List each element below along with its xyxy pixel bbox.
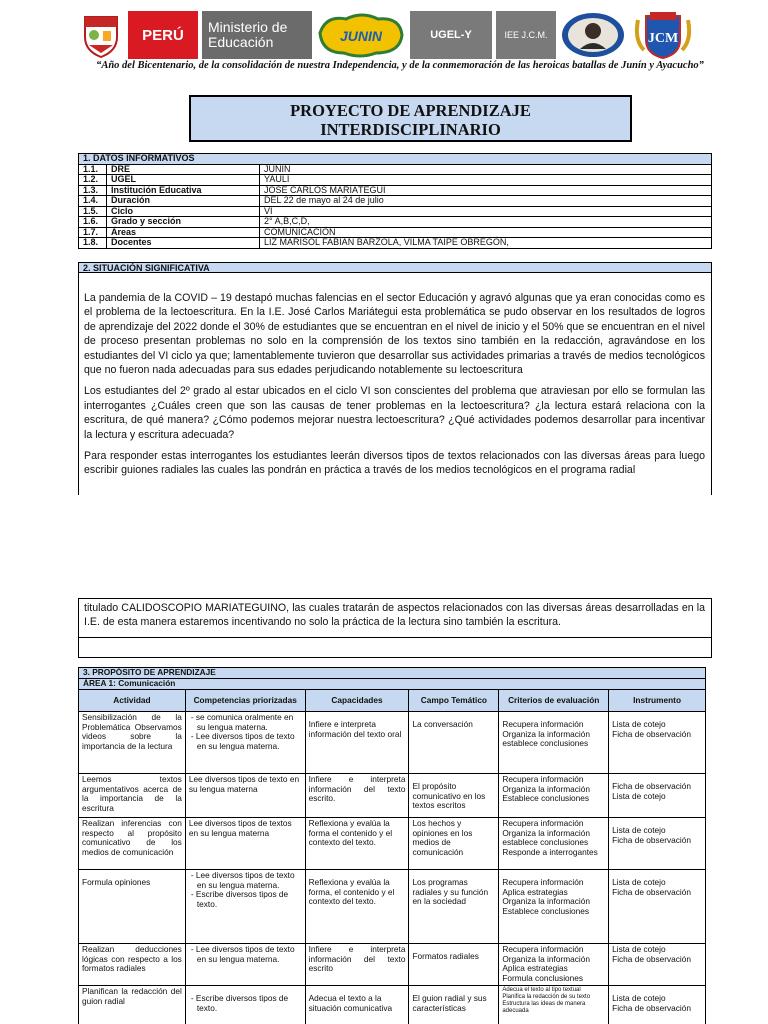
project-title-line2: INTERDISCIPLINARIO	[320, 120, 501, 139]
ugel-logo: UGEL-Y	[410, 11, 492, 59]
area-heading: ÁREA 1: Comunicación	[79, 679, 706, 690]
project-title	[189, 95, 632, 142]
datos-row: 1.1. DRE JUNIN	[79, 164, 712, 175]
situacion-heading: 2. SITUACIÓN SIGNIFICATIVA	[78, 262, 712, 273]
svg-text:JCM: JCM	[647, 31, 679, 46]
table-row: Leemos textos argumentativos acerca de la importancia de la escritura Lee diversos tipos de texto en su lengua materna Infiere e interpreta información del texto escrito. El propósito comunicativo en los textos escritos Recupera información Organiza la información Establece conclusiones Ficha de observación Lista de cotejo	[79, 774, 706, 818]
svg-text:JUNIN: JUNIN	[339, 28, 383, 44]
datos-row: 1.4. Duración DEL 22 de mayo al 24 de julio	[79, 196, 712, 207]
situacion-paragraph: Los estudiantes del 2º grado al estar ubicados en el ciclo VI son conscientes del problema que atraviesan por ello se formulan las interrogantes ¿Cuáles creen que son las causas de tener problemas en la lectoescritura? ¿la lectura estará relaciona con la escritura, de qué manera? ¿Cómo podemos mejorar nuestra lectoescritura? ¿Qué actividades podemos desarrollar para incentivar la lectura y escritura adecuada?	[84, 385, 705, 441]
minedu-logo: Ministerio de Educación	[202, 11, 312, 59]
datos-row: 1.5. Ciclo VI	[79, 206, 712, 217]
header-logos	[78, 8, 708, 62]
table-row: Formula opiniones - Lee diversos tipos de texto en su lengua materna. - Escribe diversos tipos de texto. Reflexiona y evalúa la forma, el contenido y el contexto del texto. Los programas radiales y su función en la sociedad Recupera información Aplica estrategias Organiza la información Establece conclusiones Lista de cotejo Ficha de observación	[79, 870, 706, 944]
table-row: Realizan inferencias con respecto al propósito comunicativo de los medios de comunicación Lee diversos tipos de textos en su lengua materna Reflexiona y evalúa la forma el contenido y el contexto del texto. Los hechos y opiniones en los medios de comunicación Recupera información Organiza la información establece conclusiones Responde a interrogantes Lista de cotejo Ficha de observación	[79, 818, 706, 870]
column-header: Actividad	[79, 690, 186, 712]
column-header: Criterios de evaluación	[499, 690, 609, 712]
datos-row: 1.2. UGEL YAULI	[79, 175, 712, 186]
year-motto: “Año del Bicentenario, de la consolidación de nuestra Independencia, y de la conmemoración de las heroicas batallas de Junín y Ayacucho”	[96, 60, 704, 71]
column-header: Campo Temático	[409, 690, 499, 712]
situacion-paragraph: Para responder estas interrogantes los estudiantes leerán diversos tipos de textos relacionados con las diversas áreas para luego escribir guiones radiales las cuales las pondrán en práctica a través de los medios tecnológicos en el programa radial	[84, 450, 705, 477]
table-row: Sensibilización de la Problemática Observamos videos sobre la importancia de la lectura - se comunica oralmente en su lengua materna. - Lee diversos tipos de texto en su lengua materna. Infiere e interpreta información del texto oral La conversación Recupera información Organiza la información establece conclusiones Lista de cotejo Ficha de observación	[79, 712, 706, 774]
divider	[78, 637, 712, 638]
datos-row: 1.6. Grado y sección 2° A,B,C,D,	[79, 217, 712, 228]
column-header: Competencias priorizadas	[185, 690, 305, 712]
column-header: Capacidades	[305, 690, 409, 712]
portrait-logo	[560, 11, 626, 59]
table-row: Planifican la redacción del guion radial - Escribe diversos tipos de texto. Adecua el texto a la situación comunicativa El guion radial y sus características Adecua el texto al tipo textual Planifica la redacción de su texto Estructura las ideas de manera adecuada Lista de cotejo Ficha de observación	[79, 986, 706, 1024]
proposito-table	[78, 667, 706, 1024]
datos-row: 1.3. Institución Educativa JOSÉ CARLOS MARIÁTEGUI	[79, 185, 712, 196]
proposito-heading: 3. PROPÓSITO DE APRENDIZAJE	[79, 668, 706, 679]
jcm-crest-logo	[630, 11, 696, 59]
column-header: Instrumento	[609, 690, 706, 712]
situacion-continuation	[78, 598, 712, 658]
iee-logo: IEE J.C.M.	[496, 11, 556, 59]
datos-heading: 1. DATOS INFORMATIVOS	[79, 154, 712, 165]
datos-row: 1.7. Áreas COMUNICACIÓN	[79, 227, 712, 238]
table-header-row	[79, 690, 706, 712]
peru-shield-logo	[78, 11, 124, 59]
datos-informativos-table	[78, 153, 712, 249]
junin-logo	[316, 11, 406, 59]
project-title-line1: PROYECTO DE APRENDIZAJE	[290, 101, 531, 120]
table-row: Realizan deducciones lógicas con respecto a los formatos radiales - Lee diversos tipos de texto en su lengua materna. Infiere e interpreta información del texto escrito Formatos radiales Recupera información Organiza la información Aplica estrategias Formula conclusiones Lista de cotejo Ficha de observación	[79, 944, 706, 986]
datos-row: 1.8. Docentes LIZ MARISOL FABIAN BARZOLA, VILMA TAIPE OBREGÓN,	[79, 238, 712, 249]
peru-logo: PERÚ	[128, 11, 198, 59]
situacion-paragraph: La pandemia de la COVID – 19 destapó muchas falencias en el sector Educación y agravó algunas que ya eran conocidas como es el problema de la lectoescritura. En la I.E. José Carlos Mariátegui esta problemática se pudo observar en los resultados de logros de aprendizaje del 2022 donde el 30% de estudiantes que se encuentran en el nivel de inicio y el 50% que se encuentran en el nivel de proceso presentan problemas no solo en la comprensión de los textos sino también en la redacción, agravándose en los estudiantes del VI ciclo ya que; lamentablemente tuvieron que desarrollar sus actividades primarias a través de medios tecnológicos que no fueron nada adecuadas para sus edades perjudicando notablemente su lectoescritura	[84, 292, 705, 377]
situacion-body	[78, 273, 712, 495]
situacion-paragraph: titulado CALIDOSCOPIO MARIATEGUINO, las cuales tratarán de aspectos relacionados con las diversas áreas desarrolladas en la I.E. de esta manera estaremos incentivando no solo la práctica de la lectura sino también la escritura.	[84, 602, 705, 629]
